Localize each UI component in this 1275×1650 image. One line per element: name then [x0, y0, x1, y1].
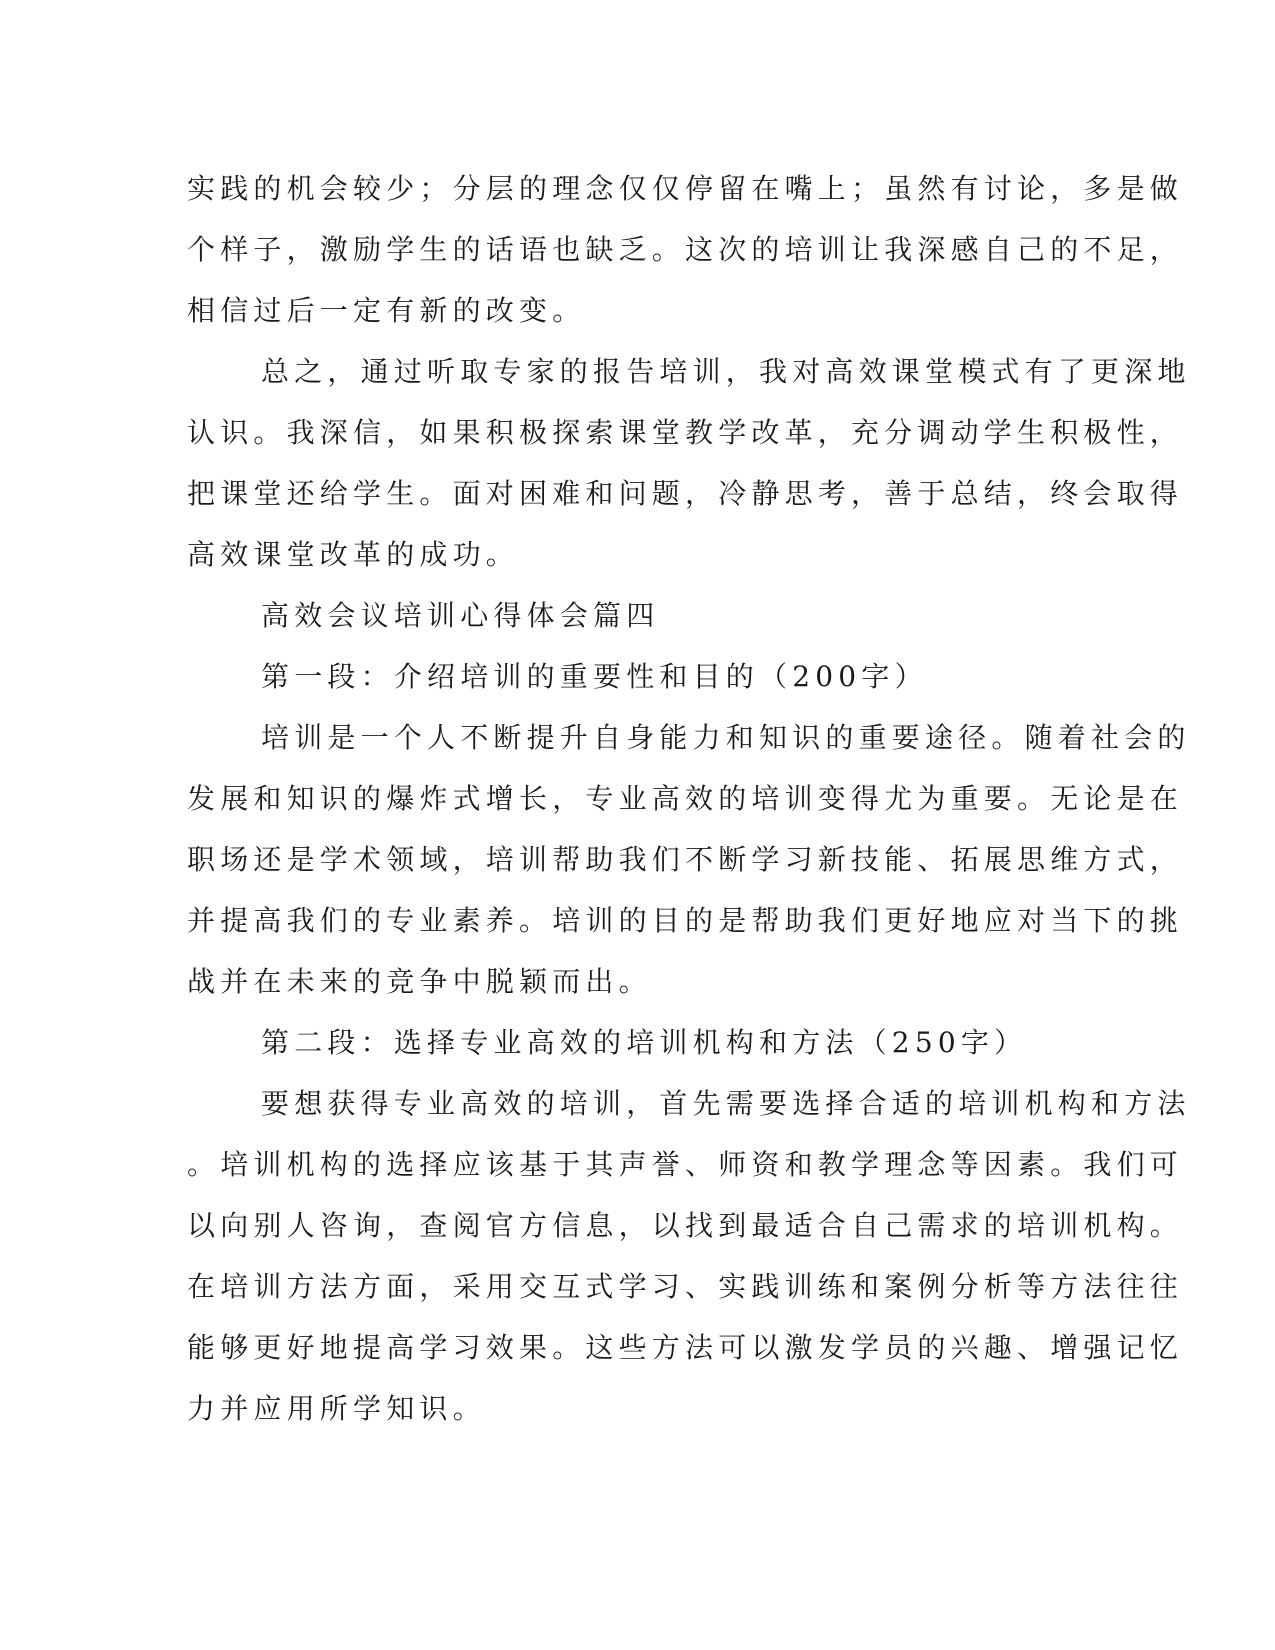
- text-line: 实践的机会较少；分层的理念仅仅停留在嘴上；虽然有讨论，多是做: [187, 172, 1184, 205]
- text-line: 以向别人咨询，查阅官方信息，以找到最适合自己需求的培训机构。: [187, 1209, 1184, 1242]
- text-line: 并提高我们的专业素养。培训的目的是帮助我们更好地应对当下的挑: [187, 904, 1184, 937]
- text-line: 相信过后一定有新的改变。: [187, 294, 586, 327]
- text-line: 发展和知识的爆炸式增长，专业高效的培训变得尤为重要。无论是在: [187, 782, 1184, 815]
- section-heading: 高效会议培训心得体会篇四: [261, 599, 660, 632]
- paragraph-heading-1: 第一段：介绍培训的重要性和目的（200字）: [261, 660, 928, 693]
- paragraph-heading-2: 第二段：选择专业高效的培训机构和方法（250字）: [261, 1026, 1028, 1059]
- text-line: 把课堂还给学生。面对困难和问题，冷静思考，善于总结，终会取得: [187, 477, 1184, 510]
- text-line: 高效课堂改革的成功。: [187, 538, 520, 571]
- text-line: 在培训方法方面，采用交互式学习、实践训练和案例分析等方法往往: [187, 1270, 1184, 1303]
- text-line: 战并在未来的竞争中脱颖而出。: [187, 965, 652, 998]
- text-line: 能够更好地提高学习效果。这些方法可以激发学员的兴趣、增强记忆: [187, 1331, 1184, 1364]
- paragraph-start-line: 培训是一个人不断提升自身能力和知识的重要途径。随着社会的: [261, 721, 1191, 754]
- text-line: 职场还是学术领域，培训帮助我们不断学习新技能、拓展思维方式，: [187, 843, 1184, 876]
- paragraph-start-line: 要想获得专业高效的培训，首先需要选择合适的培训机构和方法: [261, 1087, 1191, 1120]
- document-body: [187, 158, 1191, 1439]
- paragraph-start-line: 总之，通过听取专家的报告培训，我对高效课堂模式有了更深地: [261, 355, 1191, 388]
- text-line: 认识。我深信，如果积极探索课堂教学改革，充分调动学生积极性，: [187, 416, 1184, 449]
- text-line: 。培训机构的选择应该基于其声誉、师资和教学理念等因素。我们可: [187, 1148, 1184, 1181]
- text-line: 力并应用所学知识。: [187, 1392, 486, 1425]
- text-line: 个样子，激励学生的话语也缺乏。这次的培训让我深感自己的不足，: [187, 233, 1184, 266]
